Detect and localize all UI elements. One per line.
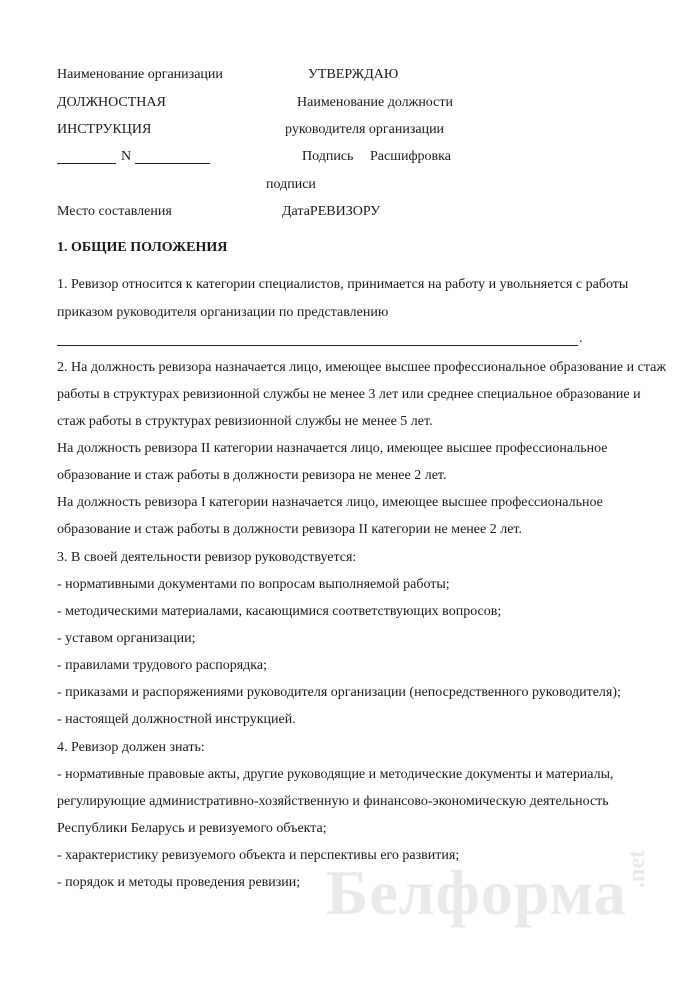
doc-number-blank-left xyxy=(57,163,116,164)
doc-type-line-2: ИНСТРУКЦИЯ xyxy=(57,122,152,137)
number-label: N xyxy=(121,149,132,164)
signature-label: Подпись xyxy=(302,149,354,164)
list-item: - нормативные правовые акты, другие руководящие и методические документы и материалы, xyxy=(57,767,614,782)
list-item: - настоящей должностной инструкцией. xyxy=(57,712,296,727)
signature-decoding-label-2: подписи xyxy=(266,177,316,192)
head-of-org-label: руководителя организации xyxy=(285,122,445,137)
list-item: - уставом организации; xyxy=(57,631,196,646)
paragraph-line: стаж работы в структурах ревизионной службы не менее 5 лет. xyxy=(57,414,433,429)
fill-in-blank-line xyxy=(57,345,578,346)
signature-decoding-label: Расшифровка xyxy=(370,149,451,164)
position-name-label: Наименование должности xyxy=(297,95,453,110)
list-item: - методическими материалами, касающимися соответствующих вопросов; xyxy=(57,604,502,619)
list-item: - характеристику ревизуемого объекта и перспективы его развития; xyxy=(57,848,460,863)
list-item: - нормативными документами по вопросам выполняемой работы; xyxy=(57,577,450,592)
paragraph-line: 1. Ревизор относится к категории специалистов, принимается на работу и увольняется с работы xyxy=(57,277,629,292)
paragraph-line: приказом руководителя организации по представлению xyxy=(57,305,389,320)
org-name-label: Наименование организации xyxy=(57,67,223,82)
section-1-title: 1. ОБЩИЕ ПОЛОЖЕНИЯ xyxy=(57,240,228,255)
list-item: регулирующие административно-хозяйственную и финансово-экономическую деятельность xyxy=(57,794,609,809)
paragraph-line: образование и стаж работы в должности ревизора II категории не менее 2 лет. xyxy=(57,522,522,537)
approve-label: УТВЕРЖДАЮ xyxy=(308,67,399,82)
paragraph-line: 3. В своей деятельности ревизор руководствуется: xyxy=(57,550,357,565)
doc-number-blank-right xyxy=(135,163,210,164)
place-label: Место составления xyxy=(57,204,172,219)
doc-type-line-1: ДОЛЖНОСТНАЯ xyxy=(57,95,166,110)
paragraph-line: работы в структурах ревизионной службы не менее 3 лет или среднее специальное образование и xyxy=(57,387,641,402)
list-item: - правилами трудового распорядка; xyxy=(57,658,267,673)
paragraph-line: На должность ревизора I категории назначается лицо, имеющее высшее профессиональное xyxy=(57,495,603,510)
date-title-label: ДатаРЕВИЗОРУ xyxy=(282,204,381,219)
paragraph-line: . xyxy=(579,331,583,346)
paragraph-line: образование и стаж работы в должности ревизора не менее 2 лет. xyxy=(57,468,447,483)
list-item: - порядок и методы проведения ревизии; xyxy=(57,875,301,890)
watermark-domain: .net xyxy=(624,850,650,888)
list-item: Республики Беларусь и ревизуемого объекта; xyxy=(57,821,327,836)
paragraph-line: 2. На должность ревизора назначается лицо, имеющее высшее профессиональное образование и стаж xyxy=(57,360,667,375)
paragraph-line: На должность ревизора II категории назначается лицо, имеющее высшее профессиональное xyxy=(57,441,608,456)
belforma-watermark: Белформа xyxy=(326,857,627,928)
list-item: - приказами и распоряжениями руководителя организации (непосредственного руководителя); xyxy=(57,685,621,700)
paragraph-line: 4. Ревизор должен знать: xyxy=(57,740,205,755)
